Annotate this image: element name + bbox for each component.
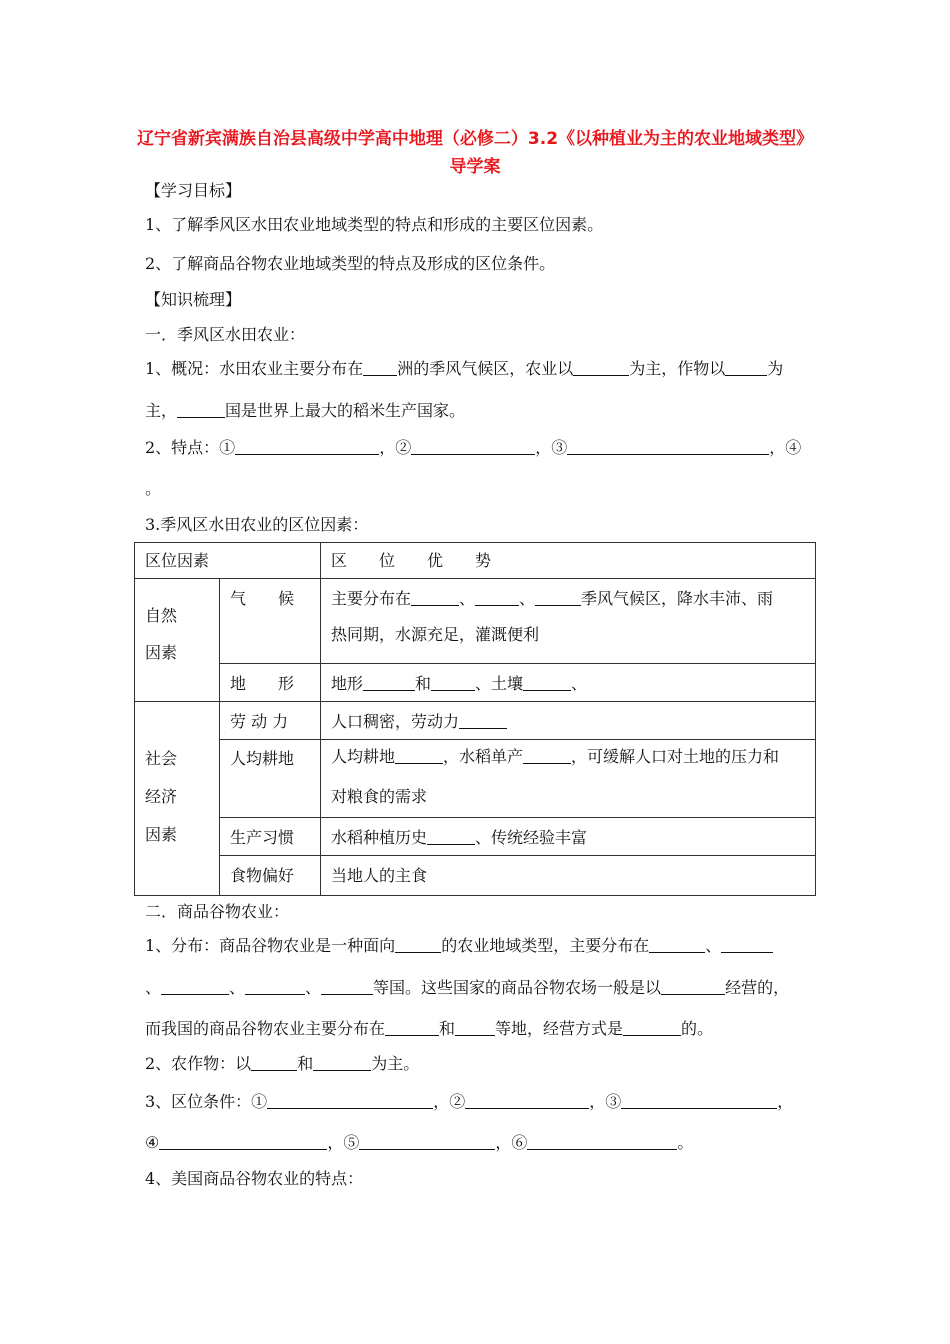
section2-location-conditions-2: ④ ，⑤ ，⑥ 。 (145, 1133, 694, 1152)
knowledge-heading: 【知识梳理】 (145, 290, 242, 309)
climate-advantage: 主要分布在 、 、 季风气候区，降水丰沛、雨 热同期，水源充足，灌溉便利 (321, 579, 816, 664)
location-factors-table (134, 542, 816, 896)
labor-label: 劳 动 力 (220, 702, 321, 740)
terrain-advantage: 地形 和 、土壤 、 (321, 664, 816, 702)
natural-factors-cell: 自然 因素 (135, 579, 220, 702)
document-title-line2: 导学案 (449, 157, 501, 177)
food-preference-advantage: 当地人的主食 (321, 856, 816, 896)
section1-factors-title: 3.季风区水田农业的区位因素： (145, 515, 369, 534)
goals-heading: 【学习目标】 (145, 181, 242, 200)
production-habit-label: 生产习惯 (220, 818, 321, 856)
document-title-line1: 辽宁省新宾满族自治县高级中学高中地理（必修二）3.2《以种植业为主的农业地域类型》 (136, 129, 814, 149)
section2-para1: 1、分布：商品谷物农业是一种面向 的农业地域类型，主要分布在 、 (145, 933, 773, 956)
section1-para2: 主， 国是世界上最大的稻米生产国家。 (145, 401, 466, 420)
goal-item-2: 2、了解商品谷物农业地域类型的特点及形成的区位条件。 (145, 254, 556, 273)
social-economic-factors-cell: 社会 经济 因素 (135, 702, 220, 896)
section2-us-features: 4、美国商品谷物农业的特点： (145, 1169, 364, 1188)
production-habit-advantage: 水稻种植历史 、传统经验丰富 (321, 818, 816, 856)
arable-land-advantage: 人均耕地 ，水稻单产 ，可缓解人口对土地的压力和 对粮食的需求 (321, 740, 816, 818)
section1-para1: 1、概况：水田农业主要分布在 洲的季风气候区，农业以 为主，作物以 为 (145, 359, 784, 378)
section2-para3: 而我国的商品谷物农业主要分布在 和 等地，经营方式是 的。 (145, 1019, 714, 1038)
table-header-factor: 区位因素 (135, 543, 321, 579)
section1-heading: 一．季风区水田农业： (145, 325, 306, 344)
labor-advantage: 人口稠密，劳动力 (321, 702, 816, 740)
climate-label: 气 候 (220, 579, 321, 664)
section2-para2: 、 、 、 等国。这些国家的商品谷物农场一般是以 经营的， (145, 978, 790, 997)
goal-item-1: 1、了解季风区水田农业地域类型的特点和形成的主要区位因素。 (145, 215, 604, 234)
section1-features: 2、特点：① ，② ，③ ，④ (145, 438, 802, 457)
table-header-advantage: 区 位 优 势 (321, 543, 816, 579)
section2-crops: 2、农作物：以 和 为主。 (145, 1054, 420, 1073)
terrain-label: 地 形 (220, 664, 321, 702)
section2-heading: 二．商品谷物农业： (145, 902, 290, 921)
section1-features-end: 。 (145, 479, 162, 498)
section2-location-conditions-1: 3、区位条件：① ，② ，③ ， (145, 1092, 794, 1111)
food-preference-label: 食物偏好 (220, 856, 321, 896)
arable-land-label: 人均耕地 (220, 740, 321, 818)
